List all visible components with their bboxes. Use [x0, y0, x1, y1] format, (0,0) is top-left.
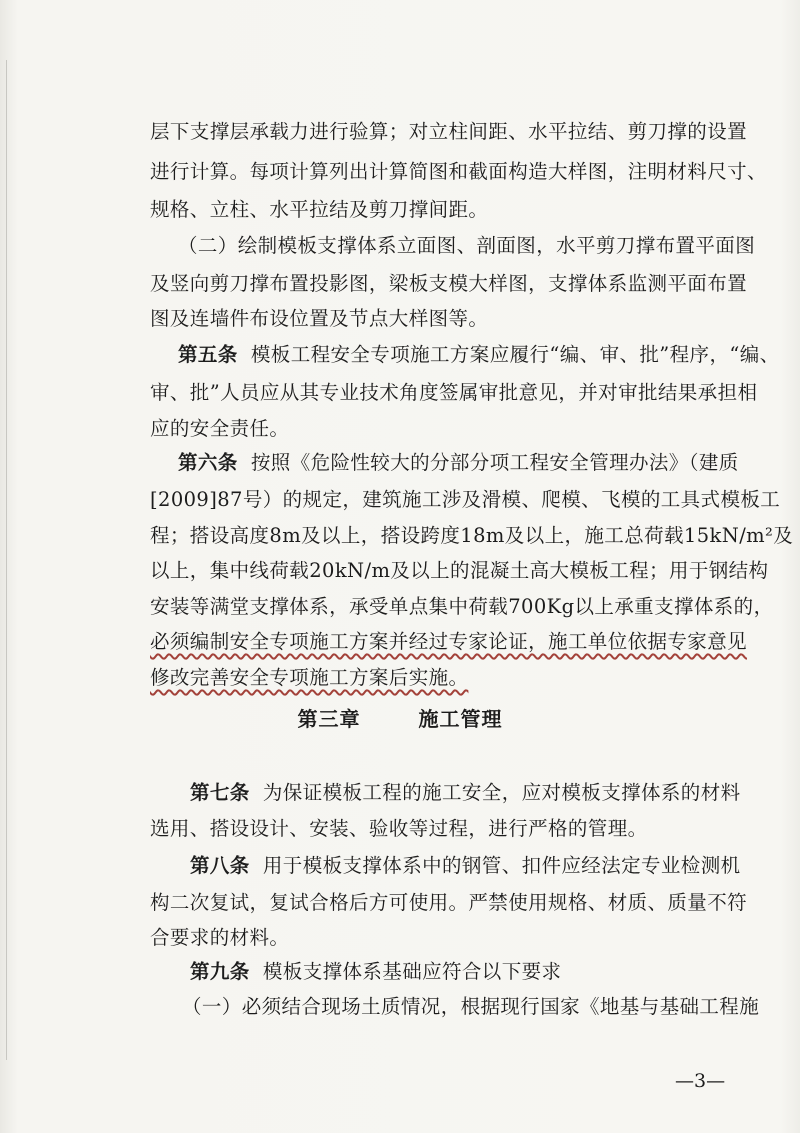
- article-6-underlined-text: 必须编制安全专项施工方案并经过专家论证，施工单位依据专家意见: [150, 630, 748, 653]
- article-7-label: 第七条: [190, 781, 250, 804]
- article-6-underlined-text-2: 修改完善安全专项施工方案后实施。: [150, 666, 469, 689]
- article-6-line-6: [150, 625, 748, 659]
- article-5-label: 第五条: [178, 343, 238, 366]
- article-5-line-1: [178, 338, 780, 372]
- page-binding-edge: [6, 60, 7, 1060]
- article-5-text: 模板工程安全专项施工方案应履行“编、审、批”程序，“编、: [250, 343, 780, 366]
- text-line-1: 层下支撑层承载力进行验算；对立柱间距、水平拉结、剪刀撑的设置: [150, 120, 748, 143]
- article-7-line-2: 选用、搭设设计、安装、验收等过程，进行严格的管理。: [150, 817, 648, 840]
- article-6-label: 第六条: [178, 451, 238, 474]
- article-5-line-3: 应的安全责任。: [150, 417, 290, 440]
- article-6-text: 按照《危险性较大的分部分项工程安全管理办法》（建质: [250, 451, 739, 474]
- article-7-line-1: [190, 776, 780, 810]
- chapter-heading: [0, 703, 800, 732]
- text-line-2: 进行计算。每项计算列出计算简图和截面构造大样图，注明材料尺寸、: [150, 160, 767, 183]
- text-line-5: 及竖向剪刀撑布置投影图，梁板支模大样图，支撑体系监测平面布置: [150, 272, 748, 295]
- chapter-title: 施工管理: [418, 707, 503, 731]
- article-7-text: 为保证模板工程的施工安全，应对模板支撑体系的材料: [262, 781, 741, 804]
- article-8-text: 用于模板支撑体系中的钢管、扣件应经法定专业检测机: [262, 854, 741, 877]
- article-9-line-1: [190, 955, 780, 989]
- chapter-number: 第三章: [297, 707, 361, 731]
- article-8-line-2: 构二次复试，复试合格后方可使用。严禁使用规格、材质、质量不符: [150, 891, 748, 914]
- article-9-label: 第九条: [190, 960, 250, 983]
- text-line-4: （二）绘制模板支撑体系立面图、剖面图，水平剪刀撑布置平面图: [178, 234, 756, 257]
- article-8-label: 第八条: [190, 854, 250, 877]
- page-number: —3—: [675, 1070, 726, 1092]
- article-6-line-1: [178, 446, 768, 480]
- article-9-line-2: （一）必须结合现场土质情况，根据现行国家《地基与基础工程施: [182, 995, 760, 1018]
- article-6-line-2: [2009]87号）的规定，建筑施工涉及滑模、爬模、飞模的工具式模板工: [150, 488, 781, 511]
- article-6-line-7: [150, 661, 740, 695]
- text-line-6: 图及连墙件布设位置及节点大样图等。: [150, 307, 489, 330]
- article-8-line-1: [190, 849, 780, 883]
- article-6-line-5: 安装等满堂支撑体系，承受单点集中荷载700Kg以上承重支撑体系的，: [150, 595, 774, 618]
- article-8-line-3: 合要求的材料。: [150, 926, 290, 949]
- article-5-line-2: 审、批”人员应从其专业技术角度签属审批意见，并对审批结果承担相: [150, 381, 758, 404]
- article-6-line-3: 程；搭设高度8m及以上，搭设跨度18m及以上，施工总荷载15kN/m²及: [150, 524, 794, 547]
- text-line-3: 规格、立柱、水平拉结及剪刀撑间距。: [150, 198, 489, 221]
- article-9-text: 模板支撑体系基础应符合以下要求: [262, 960, 562, 983]
- article-6-line-4: 以上，集中线荷载20kN/m及以上的混凝土高大模板工程；用于钢结构: [150, 559, 769, 582]
